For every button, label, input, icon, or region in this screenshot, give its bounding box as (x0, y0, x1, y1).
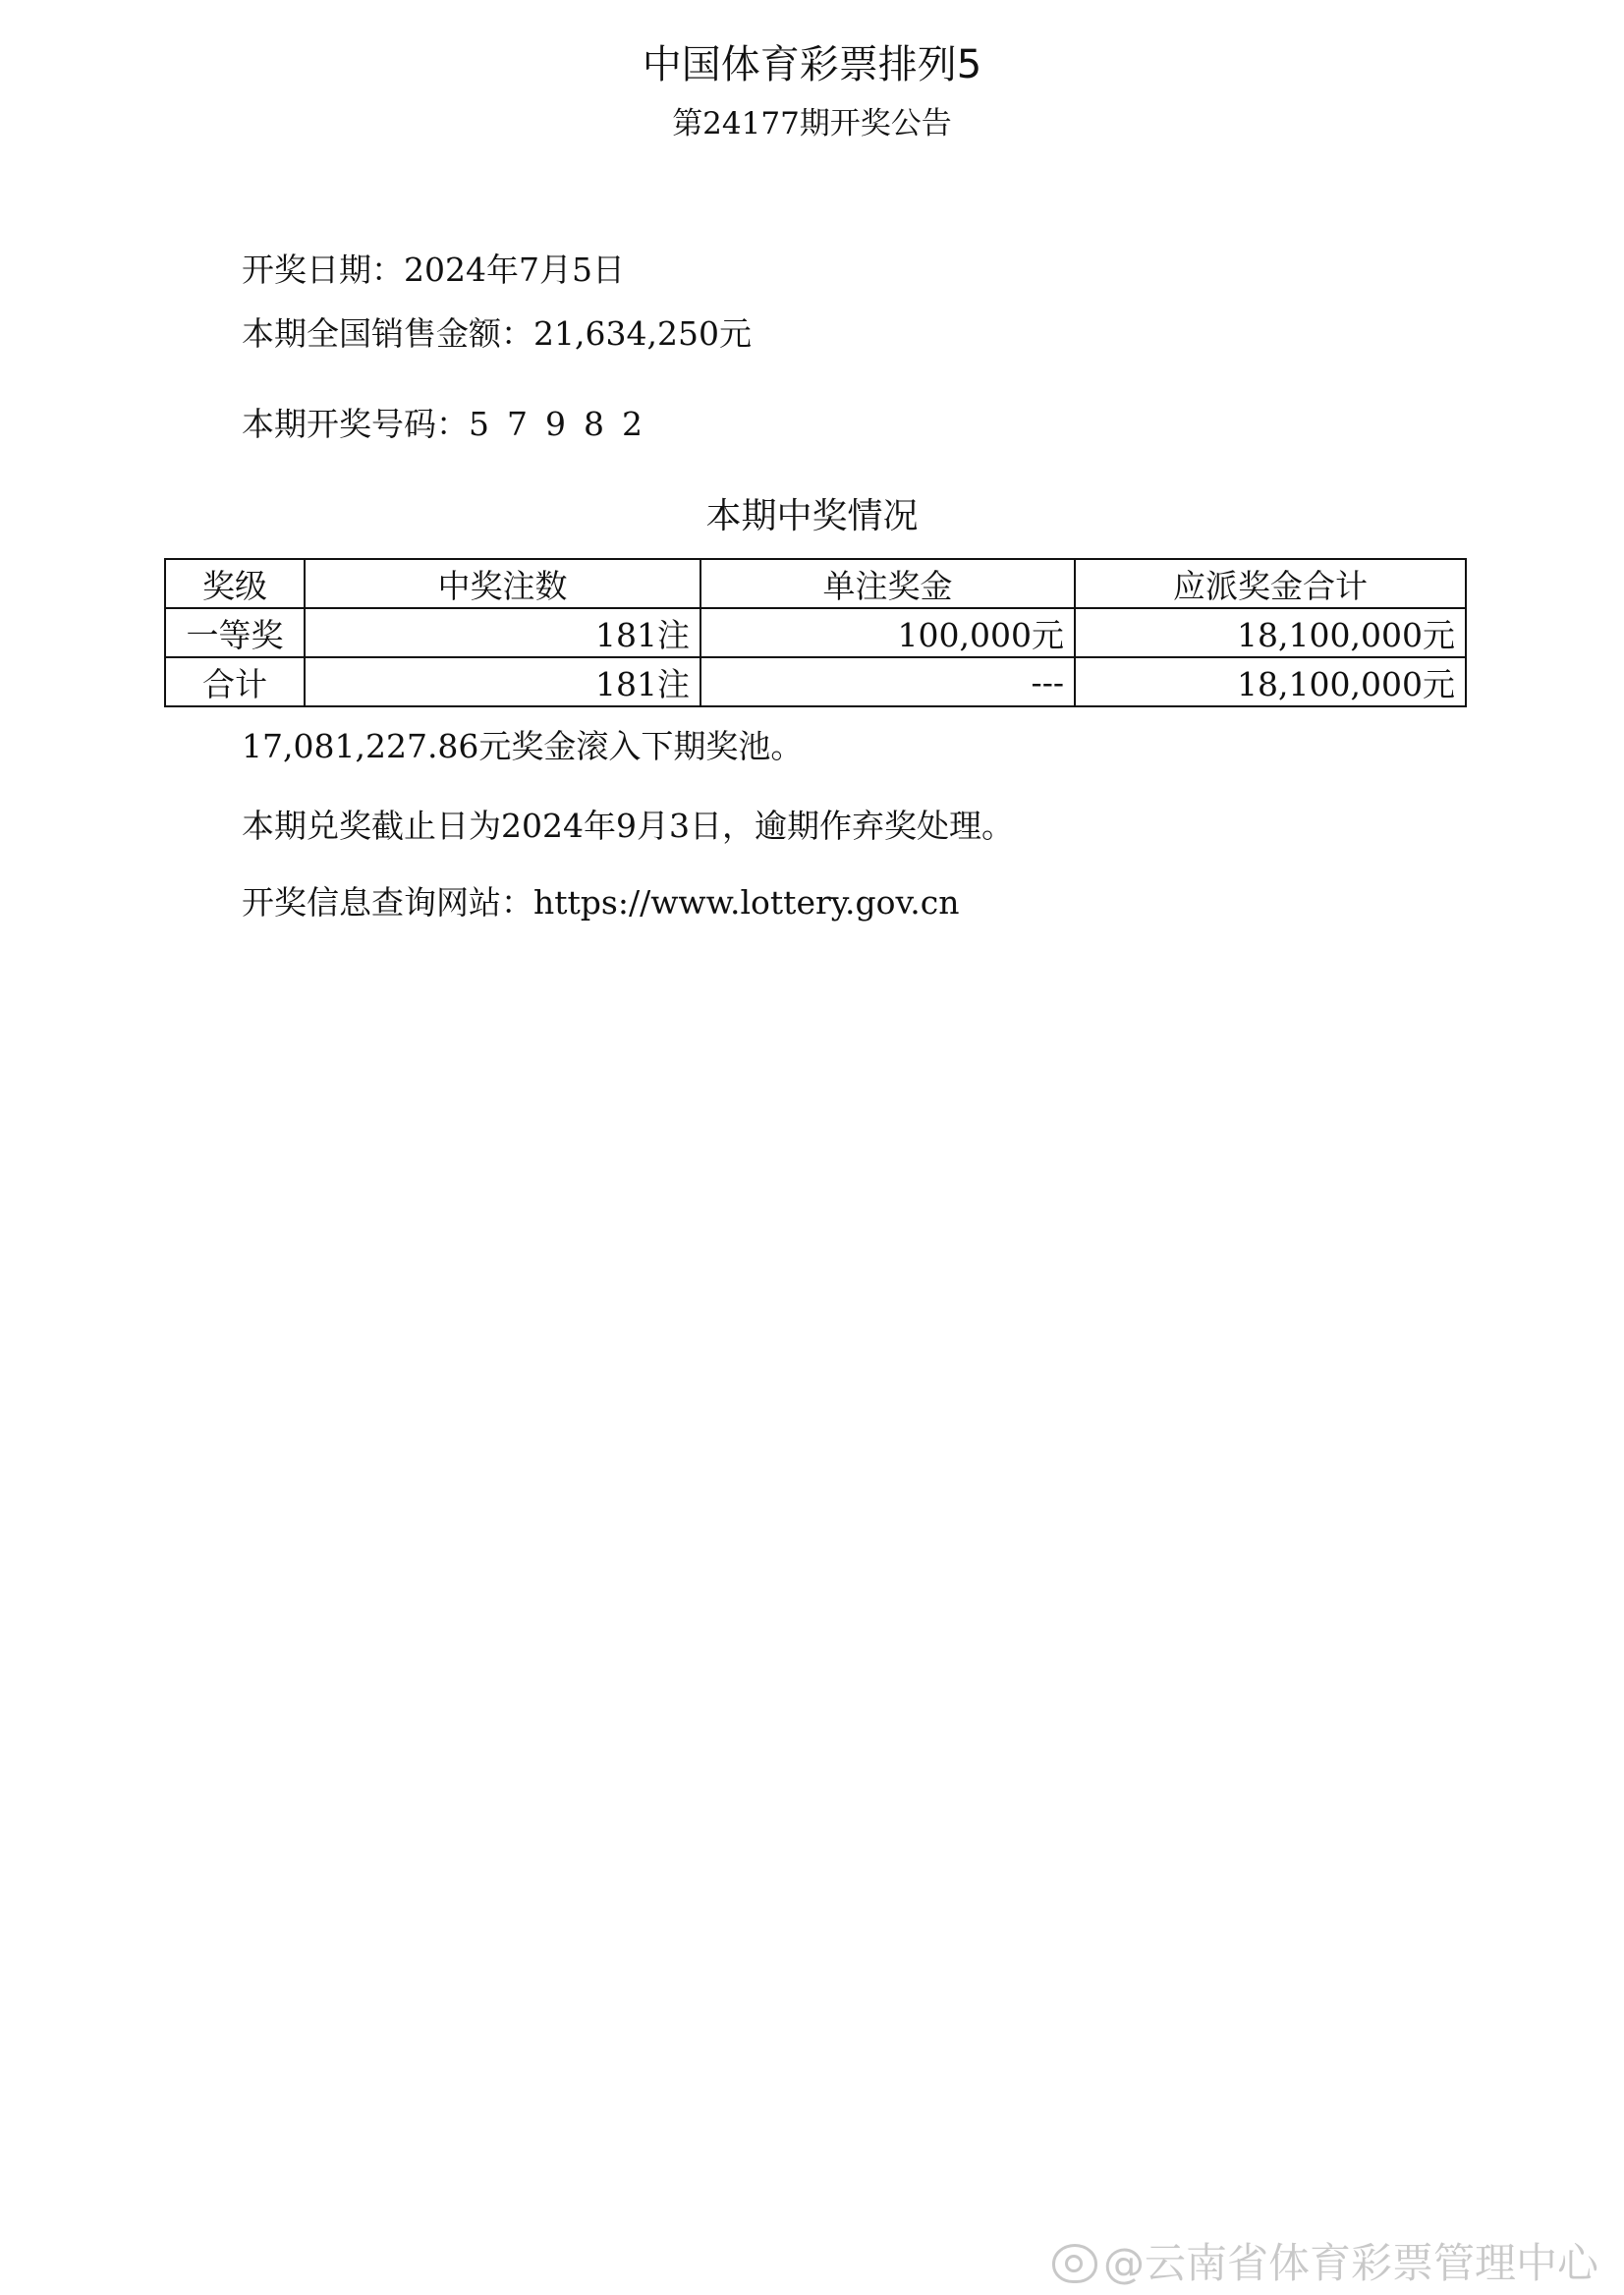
winning-number: 2 (622, 405, 643, 443)
winning-numbers (469, 405, 660, 443)
cell-single-prize: --- (700, 657, 1075, 706)
winning-number: 9 (545, 405, 566, 443)
watermark-text: @云南省体育彩票管理中心 (1102, 2239, 1598, 2287)
cell-winner-count: 181注 (305, 657, 700, 706)
prize-table-title: 本期中奖情况 (705, 496, 919, 536)
rollover-note: 17,081,227.86元奖金滚入下期奖池。 (242, 727, 804, 765)
weibo-icon (1052, 2244, 1097, 2283)
winning-number: 5 (469, 405, 489, 443)
table-row (165, 657, 1466, 706)
winning-numbers-line (242, 403, 660, 446)
winning-number: 7 (507, 405, 528, 443)
header-single-prize: 单注奖金 (700, 559, 1075, 608)
draw-date: 开奖日期：2024年7月5日 (242, 251, 625, 289)
issue-subtitle: 第24177期开奖公告 (672, 106, 952, 141)
cell-prize-level: 一等奖 (165, 608, 305, 657)
sales-amount: 本期全国销售金额：21,634,250元 (242, 314, 752, 353)
cell-prize-level: 合计 (165, 657, 305, 706)
table-row (165, 608, 1466, 657)
cell-single-prize: 100,000元 (700, 608, 1075, 657)
watermark (1052, 2234, 1598, 2293)
claim-deadline-note: 本期兑奖截止日为2024年9月3日，逾期作弃奖处理。 (242, 807, 1014, 845)
website-note: 开奖信息查询网站：https://www.lottery.gov.cn (242, 883, 960, 922)
prize-table (164, 558, 1467, 707)
cell-winner-count: 181注 (305, 608, 700, 657)
header-prize-level: 奖级 (165, 559, 305, 608)
cell-total-payout: 18,100,000元 (1075, 608, 1466, 657)
header-winner-count: 中奖注数 (305, 559, 700, 608)
table-header-row (165, 559, 1466, 608)
cell-total-payout: 18,100,000元 (1075, 657, 1466, 706)
winning-numbers-label: 本期开奖号码： (242, 405, 469, 443)
header-total-payout: 应派奖金合计 (1075, 559, 1466, 608)
winning-number: 8 (584, 405, 604, 443)
page-title: 中国体育彩票排列5 (642, 42, 982, 87)
